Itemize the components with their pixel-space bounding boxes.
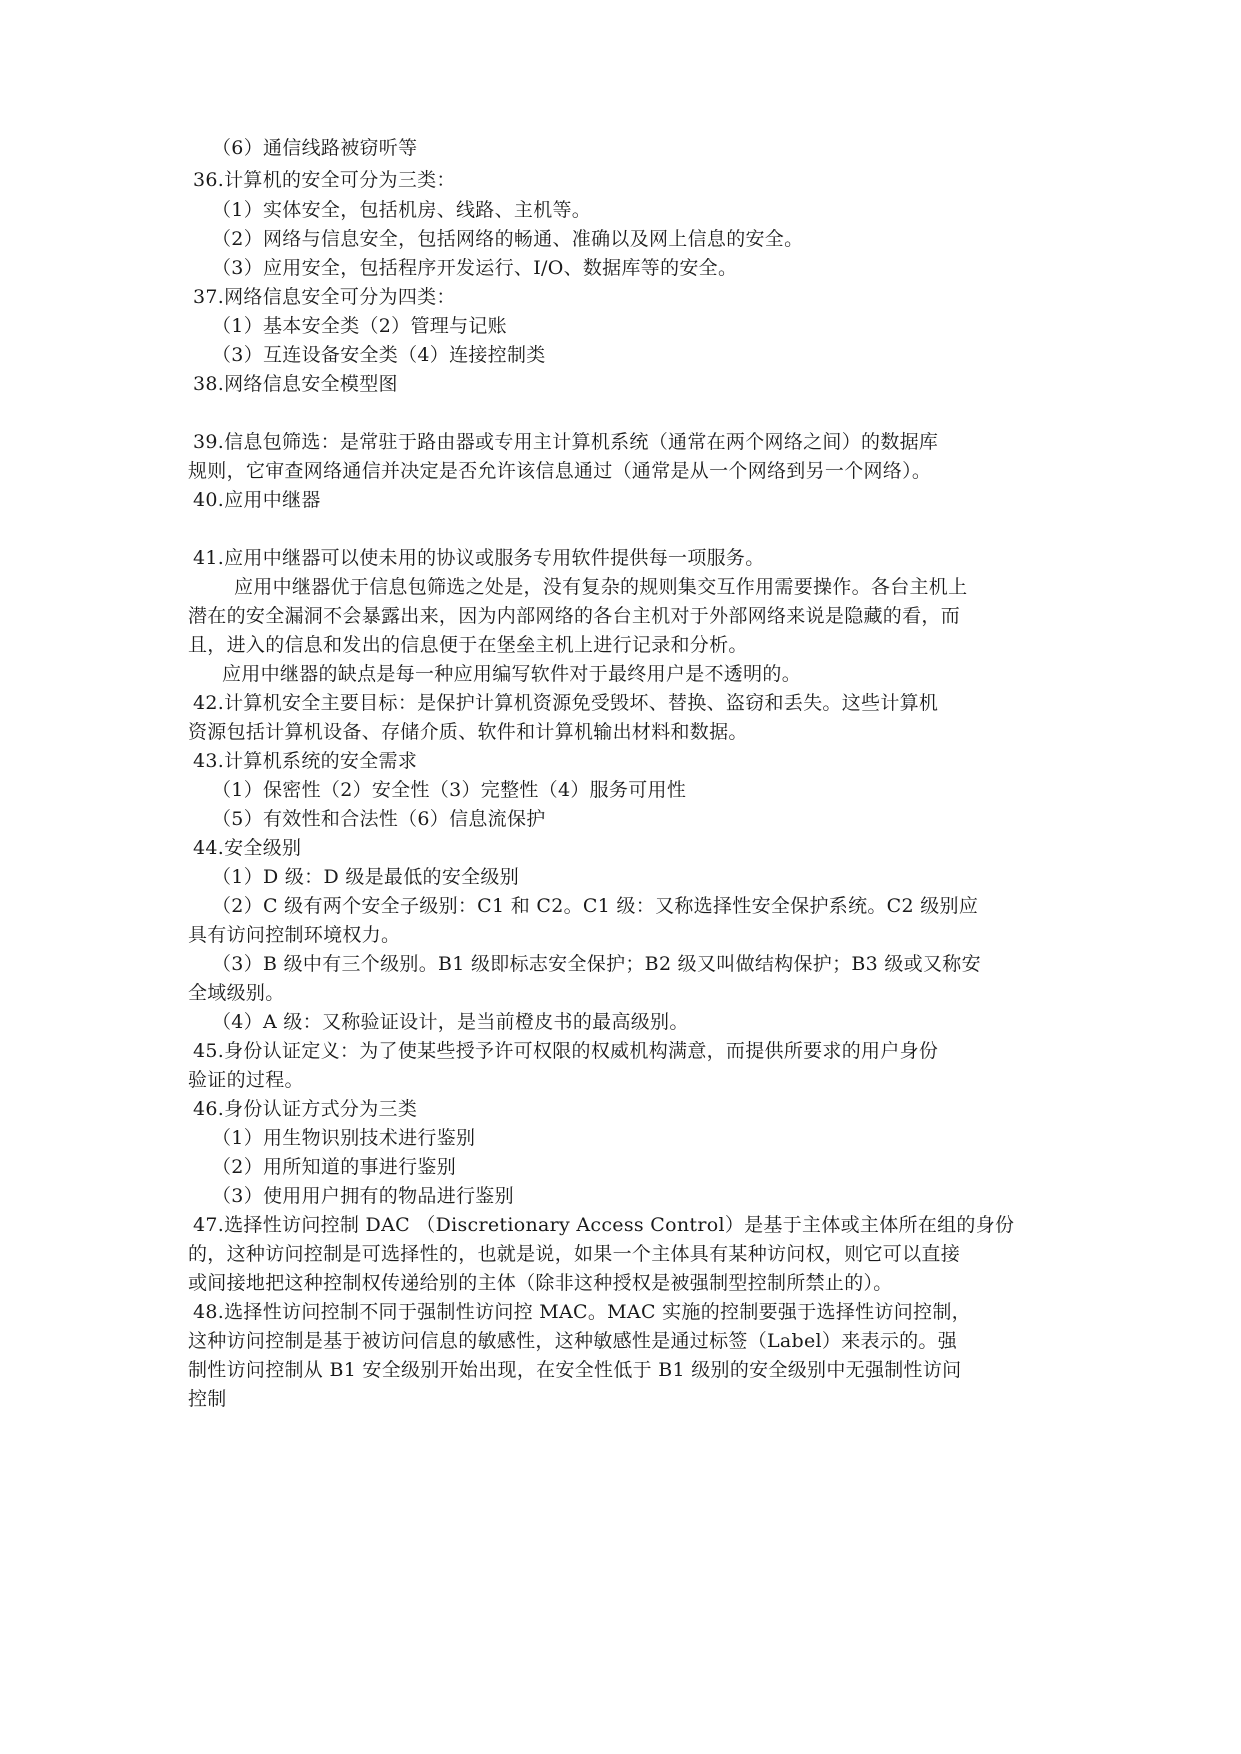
text-line: 这种访问控制是基于被访问信息的敏感性，这种敏感性是通过标签（Label）来表示的。强 bbox=[188, 1330, 958, 1352]
section-heading: 46.身份认证方式分为三类 bbox=[193, 1098, 418, 1120]
text-line: 规则，它审查网络通信并决定是否允许该信息通过（通常是从一个网络到另一个网络）。 bbox=[188, 460, 932, 482]
text-line: （1）保密性（2）安全性（3）完整性（4）服务可用性 bbox=[212, 779, 687, 801]
text-line: （3）互连设备安全类（4）连接控制类 bbox=[212, 344, 546, 366]
section-heading: 36.计算机的安全可分为三类： bbox=[193, 169, 456, 191]
text-line: 控制 bbox=[188, 1388, 227, 1410]
text-line: （1）D 级：D 级是最低的安全级别 bbox=[212, 866, 520, 888]
text-line: （2）网络与信息安全，包括网络的畅通、准确以及网上信息的安全。 bbox=[212, 228, 804, 250]
text-line: 制性访问控制从 B1 安全级别开始出现，在安全性低于 B1 级别的安全级别中无强制性访问 bbox=[188, 1359, 962, 1381]
text-line: 应用中继器优于信息包筛选之处是，没有复杂的规则集交互作用需要操作。各台主机上 bbox=[234, 576, 968, 598]
text-line: （3）B 级中有三个级别。B1 级即标志安全保护；B2 级又叫做结构保护；B3 级或又称安 bbox=[212, 953, 981, 975]
section-heading: 45.身份认证定义：为了使某些授予许可权限的权威机构满意，而提供所要求的用户身份 bbox=[193, 1040, 939, 1062]
text-line: 的，这种访问控制是可选择性的，也就是说，如果一个主体具有某种访问权，则它可以直接 bbox=[188, 1243, 961, 1265]
section-heading: 43.计算机系统的安全需求 bbox=[193, 750, 418, 772]
text-line: （3）使用用户拥有的物品进行鉴别 bbox=[212, 1185, 514, 1207]
section-heading: 48.选择性访问控制不同于强制性访问控 MAC。MAC 实施的控制要强于选择性访问控制， bbox=[193, 1301, 971, 1323]
text-line: 验证的过程。 bbox=[188, 1069, 304, 1091]
text-line: 应用中继器的缺点是每一种应用编写软件对于最终用户是不透明的。 bbox=[222, 663, 802, 685]
section-heading: 38.网络信息安全模型图 bbox=[193, 373, 398, 395]
section-heading: 37.网络信息安全可分为四类： bbox=[193, 286, 456, 308]
section-heading: 41.应用中继器可以使未用的协议或服务专用软件提供每一项服务。 bbox=[193, 547, 765, 569]
text-line: （4）A 级：又称验证设计，是当前橙皮书的最高级别。 bbox=[212, 1011, 689, 1033]
text-line: 资源包括计算机设备、存储介质、软件和计算机输出材料和数据。 bbox=[188, 721, 748, 743]
section-heading: 44.安全级别 bbox=[193, 837, 302, 859]
text-line: （5）有效性和合法性（6）信息流保护 bbox=[212, 808, 546, 830]
text-line: （1）实体安全，包括机房、线路、主机等。 bbox=[212, 199, 592, 221]
text-line: （2）用所知道的事进行鉴别 bbox=[212, 1156, 456, 1178]
section-heading: 42.计算机安全主要目标：是保护计算机资源免受毁坏、替换、盗窃和丢失。这些计算机 bbox=[193, 692, 939, 714]
text-line: （2）C 级有两个安全子级别：C1 和 C2。C1 级：又称选择性安全保护系统。C2 级别应 bbox=[212, 895, 979, 917]
section-heading: 39.信息包筛选：是常驻于路由器或专用主计算机系统（通常在两个网络之间）的数据库 bbox=[193, 431, 939, 453]
text-line: 具有访问控制环境权力。 bbox=[188, 924, 401, 946]
section-heading: 40.应用中继器 bbox=[193, 489, 321, 511]
text-line: （1）基本安全类（2）管理与记账 bbox=[212, 315, 507, 337]
text-line: （6）通信线路被窃听等 bbox=[212, 137, 418, 159]
text-line: 或间接地把这种控制权传递给别的主体（除非这种授权是被强制型控制所禁止的）。 bbox=[188, 1272, 893, 1294]
text-line: （3）应用安全，包括程序开发运行、I/O、数据库等的安全。 bbox=[212, 257, 738, 279]
text-line: 潜在的安全漏洞不会暴露出来，因为内部网络的各台主机对于外部网络来说是隐藏的看，而 bbox=[188, 605, 961, 627]
text-line: （1）用生物识别技术进行鉴别 bbox=[212, 1127, 476, 1149]
section-heading: 47.选择性访问控制 DAC （Discretionary Access Control）是基于主体或主体所在组的身份 bbox=[193, 1214, 1015, 1236]
text-line: 且，进入的信息和发出的信息便于在堡垒主机上进行记录和分析。 bbox=[188, 634, 748, 656]
text-line: 全域级别。 bbox=[188, 982, 285, 1004]
